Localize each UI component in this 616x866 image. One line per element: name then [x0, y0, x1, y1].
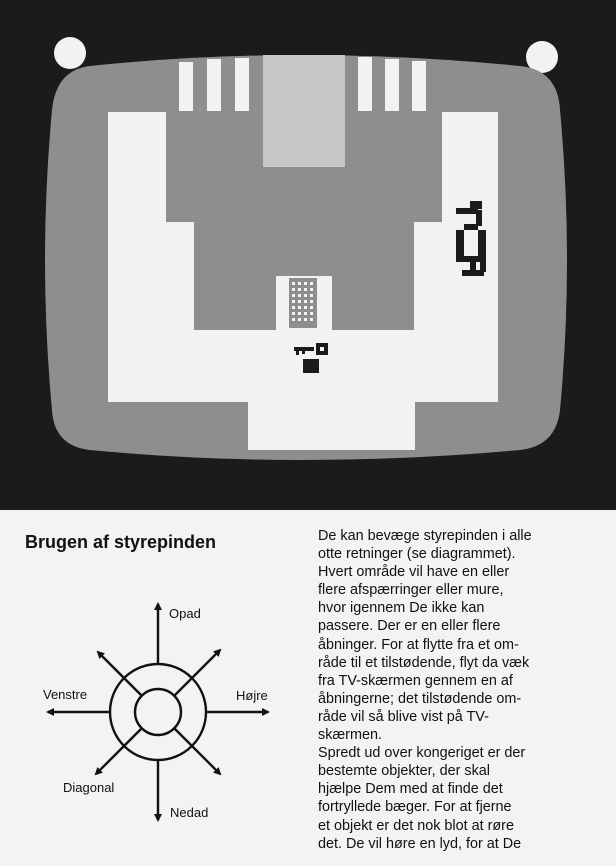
arrow-up-right — [174, 650, 220, 696]
text-line: De kan bevæge styrepinden i alle — [318, 528, 532, 544]
arrow-up-left — [98, 652, 142, 696]
text-line: et objekt er det nok blot at røre — [318, 817, 514, 834]
text-line: fortryllede bæger. For at fjerne — [318, 799, 512, 816]
text-line: skærmen. — [318, 727, 382, 744]
text-line: bestemte objekter, der skal — [318, 763, 490, 780]
text-line: Spredt ud over kongeriget er der — [318, 745, 526, 762]
text-line: Hvert område vil have en eller — [318, 564, 510, 581]
text-line: råde vil så blive vist på TV- — [318, 708, 489, 725]
text-line: passere. Der er en eller flere — [318, 618, 501, 635]
text-line: fra TV-skærmen gennem en af — [318, 672, 513, 689]
label-down: Nedad — [170, 805, 209, 820]
arrow-down-left — [96, 728, 142, 774]
text-line: hjælpe Dem med at finde det — [318, 781, 503, 798]
text-line: åbninger. For at flytte fra et om- — [318, 636, 519, 653]
label-left: Venstre — [43, 687, 88, 702]
label-right: Højre — [236, 688, 268, 703]
text-line: hvor igennem De ikke kan — [318, 600, 485, 617]
text-line: råde til et tilstødende, flyt da væk — [318, 654, 530, 671]
text-line: åbningerne; det tilstødende om- — [318, 690, 522, 707]
section-heading: Brugen af styrepinden — [25, 532, 217, 552]
label-diagonal: Diagonal — [63, 780, 115, 795]
text-line: otte retninger (se diagrammet). — [318, 546, 516, 563]
arrow-down-right — [174, 728, 220, 774]
label-up: Opad — [169, 606, 201, 621]
text-line: flere afspærringer eller mure, — [318, 582, 504, 599]
text-line: det. De vil høre en lyd, for at De — [318, 835, 522, 852]
body-text — [318, 527, 588, 853]
